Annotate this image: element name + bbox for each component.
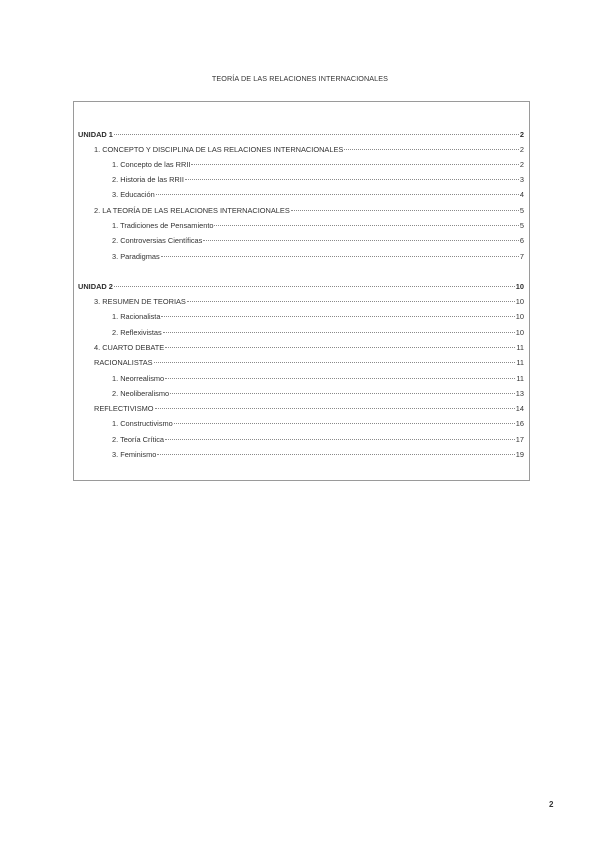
toc-entry-page: 2 (519, 145, 524, 154)
toc-dot-leader (165, 347, 515, 348)
toc-dot-leader (154, 362, 516, 363)
toc-entry-label: 2. Reflexivistas (112, 328, 162, 337)
toc-dot-leader (291, 210, 519, 211)
toc-entry-label: 1. Concepto de las RRII (112, 160, 191, 169)
toc-entry-page: 10 (515, 297, 524, 306)
toc-entry-page: 10 (515, 328, 524, 337)
table-of-contents (73, 101, 530, 481)
toc-entry[interactable] (112, 450, 524, 460)
toc-dot-leader (165, 439, 515, 440)
toc-entry-page: 4 (519, 190, 524, 199)
toc-entry-label: 1. CONCEPTO Y DISCIPLINA DE LAS RELACIONES INTERNACIONALES (94, 145, 344, 154)
toc-dot-leader (214, 225, 518, 226)
document-title: TEORÍA DE LAS RELACIONES INTERNACIONALES (211, 74, 389, 83)
toc-entry-page: 2 (519, 160, 524, 169)
toc-entry[interactable] (112, 175, 524, 185)
toc-entry-label: 3. Educación (112, 190, 155, 199)
toc-entry-label: 1. Tradiciones de Pensamiento (112, 221, 214, 230)
toc-entry-page: 7 (519, 252, 524, 261)
toc-entry-label: 2. Controversias Científicas (112, 236, 203, 245)
toc-entry-label: 1. Neorrealismo (112, 374, 165, 383)
toc-entry[interactable] (78, 130, 524, 140)
toc-dot-leader (344, 149, 519, 150)
toc-dot-leader (156, 194, 519, 195)
toc-entry[interactable] (112, 419, 524, 429)
toc-entry[interactable] (94, 404, 524, 414)
toc-entry-label: 2. Neoliberalismo (112, 389, 170, 398)
toc-entry-page: 5 (519, 206, 524, 215)
toc-dot-leader (191, 164, 518, 165)
toc-dot-leader (170, 393, 515, 394)
toc-entry[interactable] (94, 145, 524, 155)
toc-entry-page: 16 (515, 419, 524, 428)
toc-entry[interactable] (112, 236, 524, 246)
page-number: 2 (549, 800, 554, 809)
toc-dot-leader (187, 301, 515, 302)
toc-entry-label: 1. Racionalista (112, 312, 161, 321)
toc-entry-page: 14 (515, 404, 524, 413)
toc-entry-page: 6 (519, 236, 524, 245)
toc-entry-label: 3. Paradigmas (112, 252, 160, 261)
toc-entry[interactable] (94, 358, 524, 368)
toc-dot-leader (114, 286, 515, 287)
toc-entry-page: 11 (516, 374, 524, 383)
toc-entry[interactable] (112, 190, 524, 200)
toc-entry-page: 5 (519, 221, 524, 230)
toc-entry[interactable] (112, 328, 524, 338)
toc-dot-leader (157, 454, 514, 455)
toc-entry-label: 2. Historia de las RRII (112, 175, 184, 184)
toc-entry[interactable] (112, 252, 524, 262)
toc-entry-label: UNIDAD 1 (78, 130, 113, 139)
toc-entry-label: UNIDAD 2 (78, 282, 113, 291)
toc-entry-page: 11 (516, 358, 524, 367)
toc-entry-page: 19 (515, 450, 524, 459)
toc-entry-page: 10 (515, 312, 524, 321)
toc-entry-label: 3. Feminismo (112, 450, 157, 459)
toc-entry[interactable] (94, 343, 524, 353)
toc-entry[interactable] (112, 435, 524, 445)
toc-dot-leader (203, 240, 519, 241)
toc-dot-leader (165, 378, 515, 379)
toc-entry-page: 11 (516, 343, 524, 352)
toc-entry-label: 1. Constructivismo (112, 419, 173, 428)
toc-entry[interactable] (112, 312, 524, 322)
toc-dot-leader (185, 179, 519, 180)
toc-dot-leader (155, 408, 515, 409)
toc-dot-leader (161, 316, 514, 317)
toc-entry-label: REFLECTIVISMO (94, 404, 154, 413)
toc-entry-page: 2 (519, 130, 524, 139)
toc-entry-label: 4. CUARTO DEBATE (94, 343, 165, 352)
toc-dot-leader (114, 134, 519, 135)
toc-entry-label: 2. Teoría Crítica (112, 435, 165, 444)
toc-entry[interactable] (78, 282, 524, 292)
toc-dot-leader (161, 256, 519, 257)
toc-entry-label: 2. LA TEORÍA DE LAS RELACIONES INTERNACIONALES (94, 206, 290, 215)
toc-entry-label: 3. RESUMEN DE TEORIAS (94, 297, 186, 306)
toc-entry[interactable] (94, 297, 524, 307)
toc-entry[interactable] (94, 206, 524, 216)
toc-entry-page: 3 (519, 175, 524, 184)
toc-entry-label: RACIONALISTAS (94, 358, 153, 367)
toc-entry[interactable] (112, 221, 524, 231)
toc-entry-page: 13 (515, 389, 524, 398)
toc-entry[interactable] (112, 389, 524, 399)
toc-dot-leader (174, 423, 515, 424)
toc-entry-page: 10 (515, 282, 524, 291)
toc-entry-page: 17 (515, 435, 524, 444)
toc-entry[interactable] (112, 160, 524, 170)
toc-dot-leader (163, 332, 515, 333)
toc-entry[interactable] (112, 374, 524, 384)
